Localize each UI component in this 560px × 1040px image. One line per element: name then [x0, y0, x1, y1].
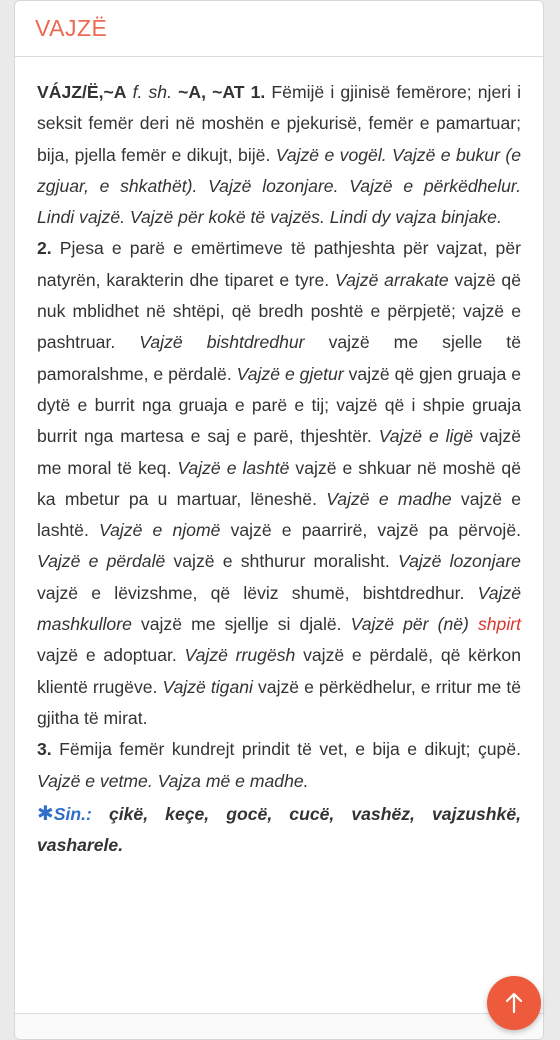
phrase-term: Vajzë e gjetur [236, 363, 344, 384]
card-header [15, 1, 543, 57]
phrase-term: Vajzë bishtdredhur [139, 332, 305, 353]
arrow-up-icon [504, 991, 524, 1015]
sense-definition: Pjesa e parë e emërtimeve të pathjeshta për vajzat, për natyrën, karakterin dhe tiparet e tyre. [37, 238, 521, 290]
dictionary-card [14, 0, 544, 1040]
headword: VÁJZ/Ë,~A [37, 82, 127, 102]
synonyms [37, 799, 521, 862]
scroll-to-top-button[interactable] [487, 976, 541, 1030]
phrase-term: Vajzë tigani [162, 676, 253, 697]
phrase-gloss: vajzë e paarrirë, vajzë pa përvojë. [220, 520, 521, 541]
phrase-gloss: vajzë e adoptuar. [37, 645, 185, 666]
inflected-forms: ~A, ~AT [178, 82, 245, 102]
phrase-term: Vajzë e ligë [378, 426, 474, 447]
phrase-gloss: vajzë e lëvizshme, që lëviz shumë, bishtdredhur. [37, 582, 478, 603]
sense-definition: Fëmijë i gjinisë femërore; njeri i seksit femër deri në moshën e pjekurisë, femër e pamartuar; bija, pjella femër e dikujt, bijë. [37, 82, 522, 165]
sense-definition: Fëmija femër kundrejt prindit të vet, e bija e dikujt; çupë. [51, 739, 521, 760]
sense-3 [37, 734, 521, 797]
phrase-gloss: vajzë e përkëdhelur, e rritur me të gjitha të mirat. [37, 676, 521, 728]
sense-examples: Vajzë e vogël. Vajzë e bukur (e zgjuar, e shkathët). Vajzë lozonjare. Vajzë e përkëdhelur. Lindi vajzë. Vajzë për kokë të vajzës. Lindi dy vajza binjake. [37, 144, 521, 228]
card-footer [15, 1013, 543, 1040]
entry-title: VAJZË [35, 15, 108, 41]
phrase-term: Vajzë mashkullore [37, 582, 521, 635]
phrase-gloss: vajzë me moral të keq. [37, 426, 521, 478]
phrase-term: Vajzë e njomë [99, 520, 221, 541]
entry-body [15, 57, 543, 861]
phrase-gloss: vajzë me sjelle të pamoralshme, e përdalë. [37, 332, 521, 384]
phrase-term: Vajzë e madhe [326, 488, 452, 509]
shpirt-link[interactable]: shpirt [477, 614, 521, 635]
sense-examples: Vajzë e vetme. Vajza më e madhe. [37, 770, 309, 791]
sense-number: 2. [37, 238, 52, 259]
phrase-term: Vajzë për (në) [350, 614, 478, 635]
sense-number: 1. [250, 82, 266, 102]
phrase-term: Vajzë rrugësh [184, 645, 296, 666]
phrase-gloss: vajzë e shthurur moralisht. [165, 551, 398, 572]
grammar-label: f. sh. [132, 82, 172, 102]
phrase-gloss: vajzë e përdalë, që kërkon klientë rrugëve. [37, 645, 521, 697]
phrase-gloss: vajzë që gjen gruaja e dytë e burrit nga gruaja e parë e tij; vajzë që i shpie gruaja burrit nga martesa e saj e parë, thjeshtër. [37, 363, 521, 447]
phrase-term: Vajzë e përdalë [37, 551, 166, 572]
phrase-gloss: vajzë me sjellje si djalë. [131, 614, 351, 635]
synonyms-list: çikë, keçe, gocë, cucë, vashëz, vajzushkë, vasharele. [37, 803, 521, 856]
asterisk-icon: ✱ [37, 802, 54, 825]
phrase-gloss: vajzë që nuk mblidhet në shtëpi, që bredh poshtë e përpjetë; vajzë e pashtruar. [37, 269, 521, 353]
phrase-term: Vajzë e lashtë [177, 457, 290, 478]
phrase-gloss: vajzë e shkuar në moshë që ka mbetur pa u martuar, lëneshë. [37, 457, 521, 509]
phrase-term: Vajzë arrakate [335, 269, 449, 290]
phrase-term: Vajzë lozonjare [398, 551, 521, 572]
synonyms-label: Sin.: [53, 803, 92, 824]
sense-number: 3. [37, 739, 52, 760]
sense-2 [37, 233, 521, 734]
phrase-gloss: vajzë e lashtë. [37, 488, 522, 541]
sense-1 [37, 77, 521, 233]
